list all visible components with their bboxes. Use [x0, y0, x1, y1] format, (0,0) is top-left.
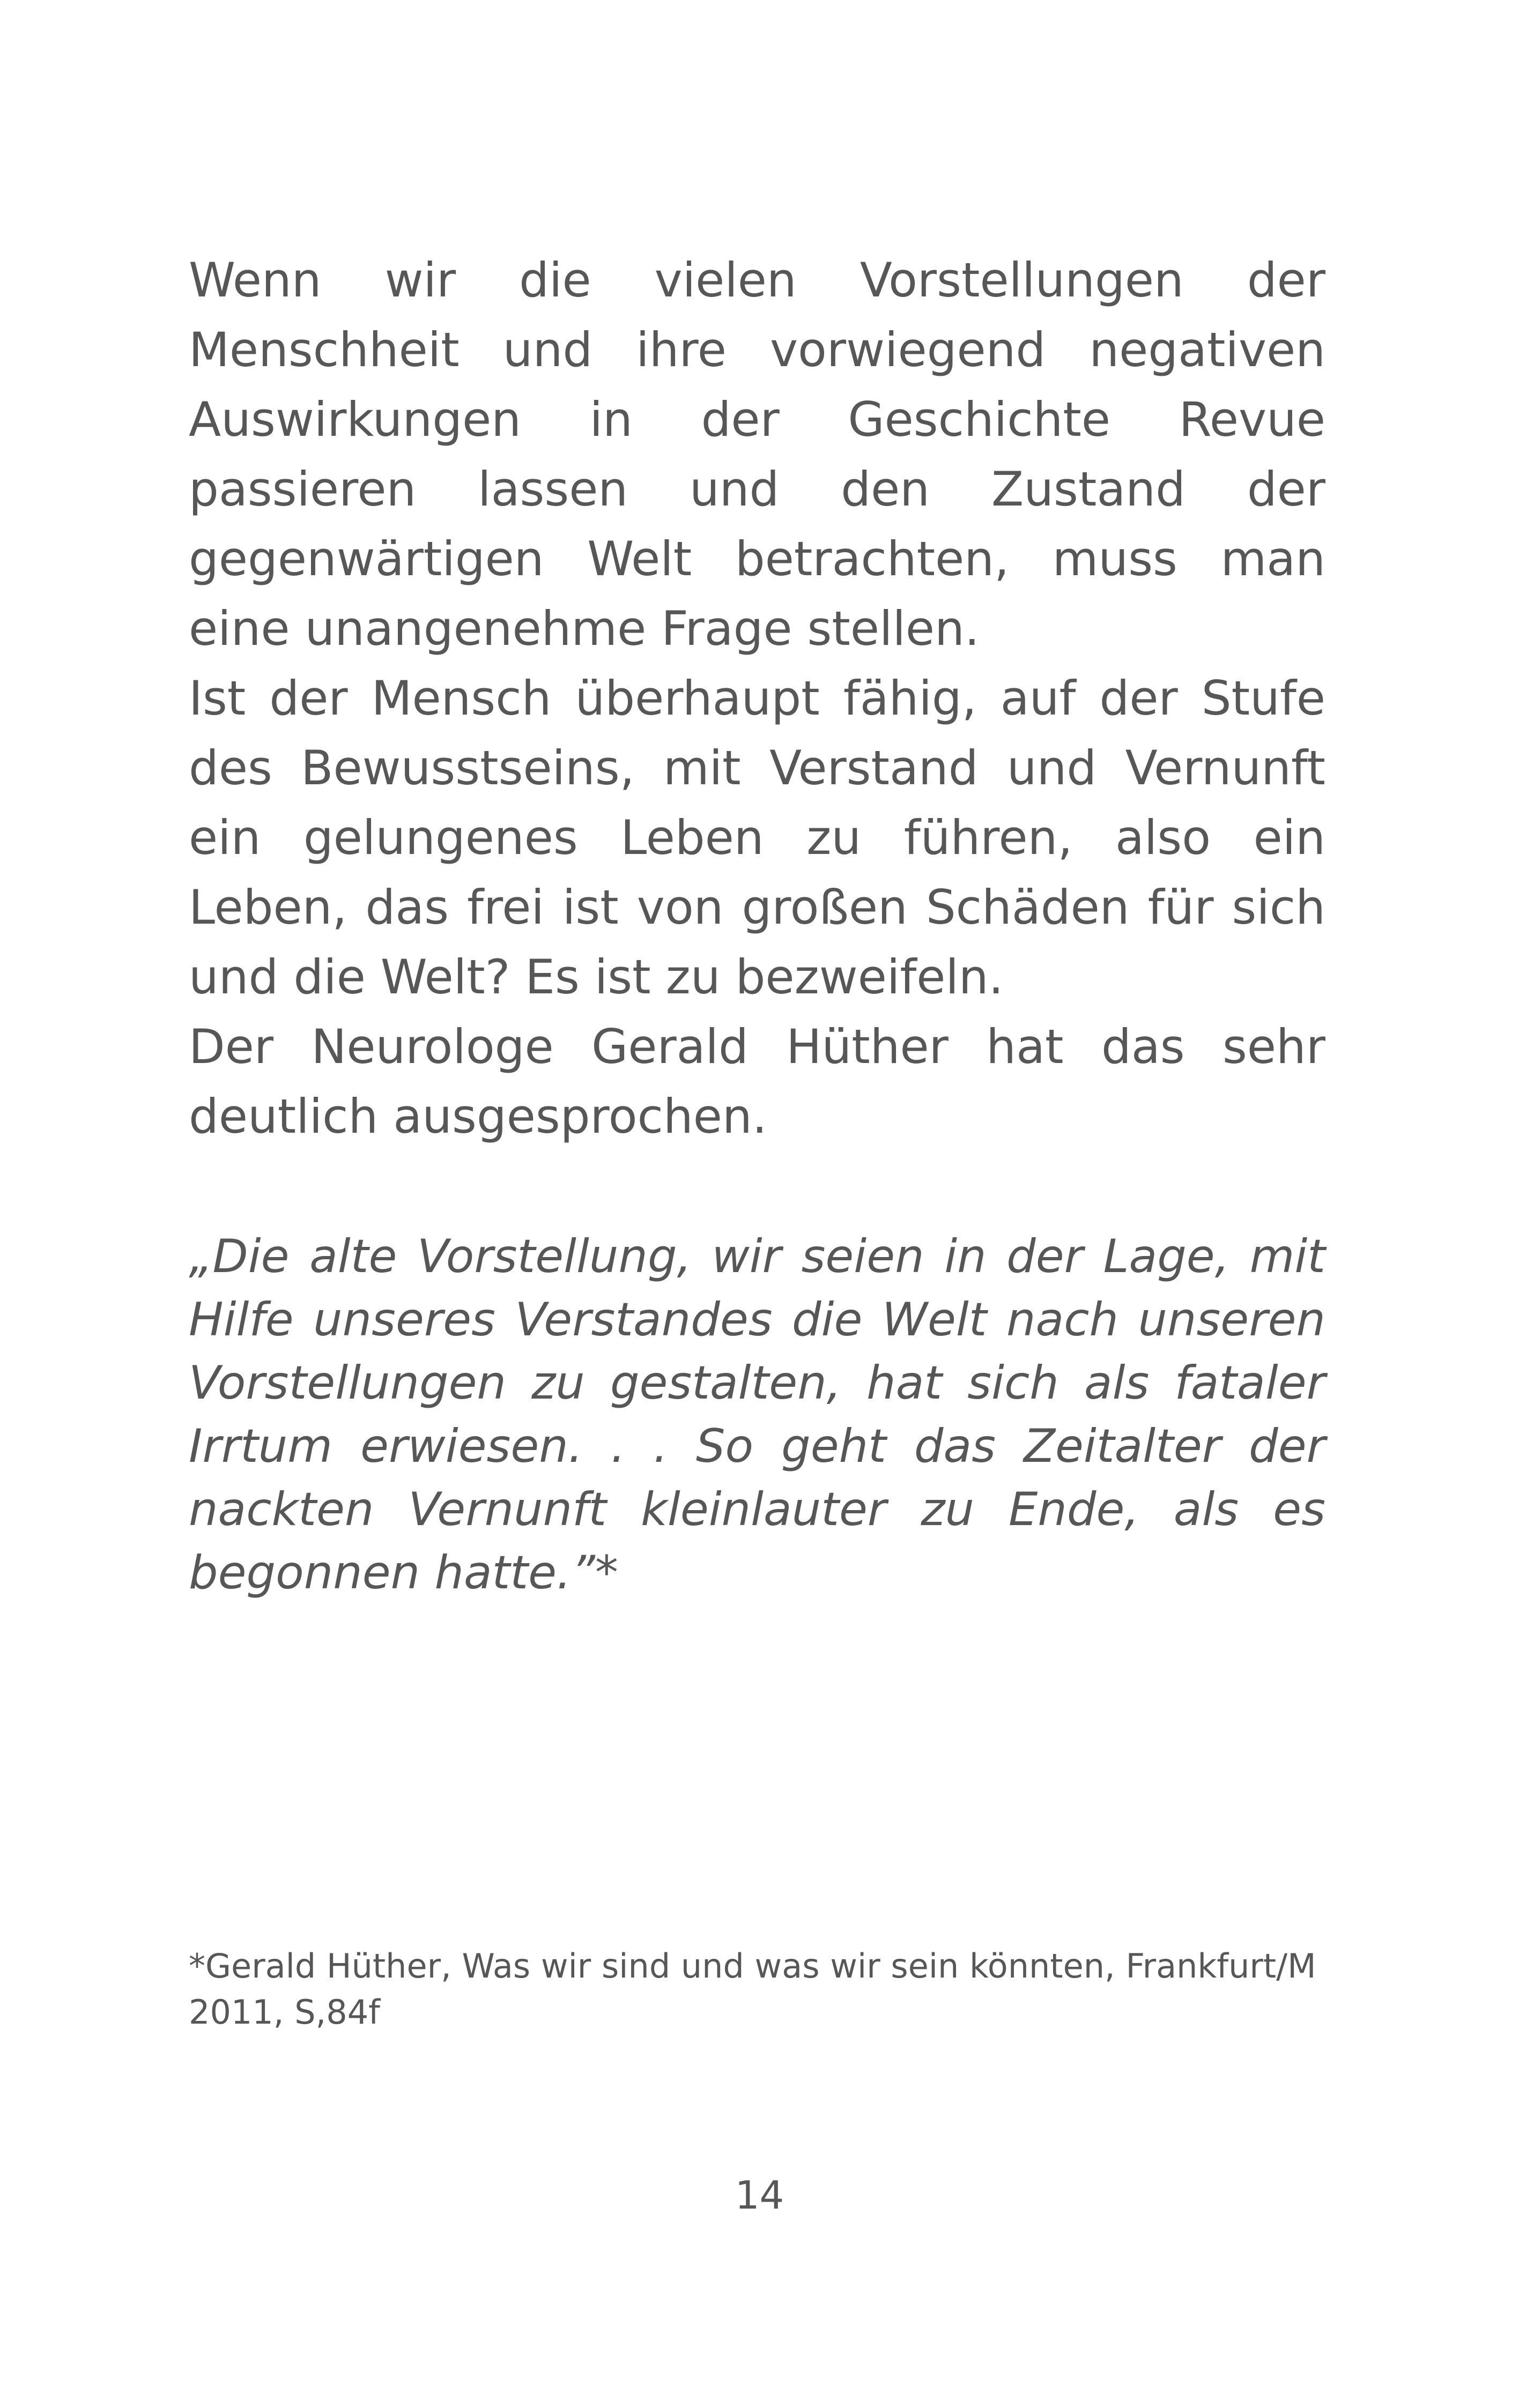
page-number: 14	[735, 2173, 784, 2218]
paragraph-3: Der Neurologe Gerald Hüther hat das sehr deutlich ausgesprochen.	[189, 1019, 1325, 1144]
main-text	[189, 246, 1325, 1151]
block-quote: „Die alte Vorstellung, wir seien in der Lage, mit Hilfe unseres Verstandes die Welt nach unseren Vorstellungen zu gestalten, hat sich als fataler Irrtum erwiesen. . . So geht das Zeitalter der nackten Vernunft kleinlauter zu Ende, als es begonnen hatte.”*	[189, 1230, 1325, 1600]
footnote: *Gerald Hüther, Was wir sind und was wir sein könnten, Frankfurt/M 2011, S,84f	[189, 1946, 1316, 2032]
paragraph-1: Wenn wir die vielen Vorstellungen der Menschheit und ihre vorwiegend negativen Auswirkungen in der Geschichte Revue passieren lassen und den Zustand der gegenwärtigen Welt betrachten, muss man eine unangenehme Frage stellen.	[189, 252, 1325, 656]
paragraph-2: Ist der Mensch überhaupt fähig, auf der Stufe des Bewusstseins, mit Verstand und Vernunft ein gelungenes Leben zu führen, also ein Leben, das frei ist von großen Schäden für sich und die Welt? Es ist zu bezweifeln.	[189, 671, 1325, 1005]
